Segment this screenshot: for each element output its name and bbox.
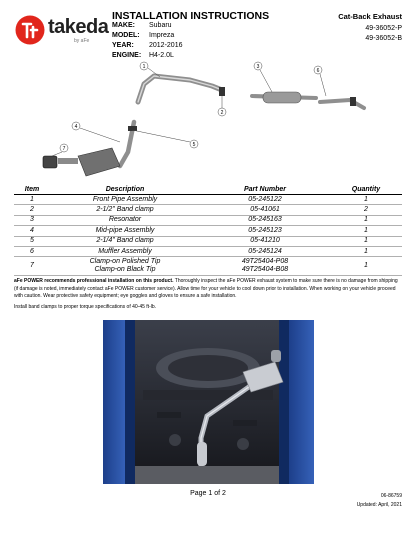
make-row	[112, 22, 172, 29]
col-quantity: Quantity	[330, 185, 402, 195]
note-bold-lead: aFe POWER recommends professional installation on this product.	[14, 278, 174, 284]
installation-note	[14, 278, 402, 301]
model-label: MODEL:	[112, 32, 140, 39]
quantity-cell: 1	[330, 246, 402, 256]
installed-exhaust-photo-illustration	[103, 320, 314, 484]
tail-pipe-right	[320, 100, 364, 108]
col-part-number: Part Number	[200, 185, 330, 195]
part-number-cell: 05-41061	[200, 205, 330, 215]
note-body: Thoroughly inspect the aFe POWER exhaust system to make sure there is no damage from shipping (if damage is noted, immediately contact aFe POWER customer service). Allow time for your vehicle to cool down prior to installation. When working on your vehicle proceed with caution. Wear protective safety equipment; eye goggles and gloves to ensure a safe installation.	[14, 278, 398, 300]
document-title: INSTALLATION INSTRUCTIONS	[112, 10, 270, 22]
callout-4: 4	[74, 123, 78, 130]
parts-table	[14, 185, 402, 276]
year-label: YEAR:	[112, 42, 134, 49]
part-number-cell: 05-245122	[200, 195, 330, 205]
description-cell: Front Pipe Assembly	[50, 195, 200, 205]
description-cell: Muffler Assembly	[50, 246, 200, 256]
col-item: Item	[14, 185, 50, 195]
takeda-logo	[14, 14, 109, 44]
part-number-cell	[200, 257, 330, 276]
description-cell: 2-1/2" Band clamp	[50, 205, 200, 215]
logo-wordmark: takeda	[48, 16, 109, 38]
make-value: Subaru	[149, 22, 172, 29]
callout-6: 6	[316, 67, 320, 74]
exhaust-tip	[43, 156, 57, 168]
resonator-body	[263, 92, 301, 103]
description-line-polished: Clamp-on Polished Tip	[89, 257, 161, 265]
part-number-cell: 05-41210	[200, 236, 330, 246]
installed-exhaust-photo	[103, 320, 314, 484]
quantity-cell: 1	[330, 195, 402, 205]
item-cell: 3	[14, 215, 50, 225]
item-cell: 5	[14, 236, 50, 246]
takeda-logo-mark-icon	[14, 14, 46, 46]
callout-7: 7	[62, 145, 66, 152]
muffler-body	[78, 148, 120, 176]
document-number: 06-86759	[380, 493, 402, 499]
table-row	[14, 257, 402, 276]
part-number-polished: 49T25404-P08	[241, 257, 289, 265]
item-cell: 4	[14, 226, 50, 236]
description-cell: Mid-pipe Assembly	[50, 226, 200, 236]
product-part-number-polished: 49-36052-P	[365, 25, 402, 32]
quantity-cell: 1	[330, 236, 402, 246]
page-number: Page 1 of 2	[190, 490, 226, 497]
part-number-cell: 05-245124	[200, 246, 330, 256]
table-row	[14, 205, 402, 215]
front-pipe-assembly	[138, 76, 222, 102]
item-cell: 1	[14, 195, 50, 205]
part-number-cell: 05-245163	[200, 215, 330, 225]
year-value: 2012-2016	[149, 42, 183, 49]
callout-5: 5	[192, 141, 196, 148]
item-cell: 7	[14, 257, 50, 276]
table-row	[14, 195, 402, 205]
description-cell: 2-1/4" Band clamp	[50, 236, 200, 246]
description-cell	[50, 257, 200, 276]
part-number-cell: 05-245123	[200, 226, 330, 236]
quantity-cell: 1	[330, 257, 402, 276]
table-row	[14, 236, 402, 246]
exploded-exhaust-diagram	[20, 56, 400, 186]
description-line-black: Clamp-on Black Tip	[94, 266, 156, 274]
band-clamp-a	[219, 87, 225, 96]
table-row	[14, 246, 402, 256]
updated-date: Updated: April, 2021	[356, 502, 402, 508]
table-row	[14, 226, 402, 236]
torque-note: Install band clamps to proper torque specifications of 40-45 ft-lb.	[14, 304, 157, 310]
engine-value: H4-2.0L	[149, 52, 174, 59]
item-cell: 6	[14, 246, 50, 256]
quantity-cell: 2	[330, 205, 402, 215]
quantity-cell: 1	[330, 226, 402, 236]
table-row	[14, 215, 402, 225]
year-row	[112, 42, 182, 49]
callout-3: 3	[256, 63, 260, 70]
item-cell: 2	[14, 205, 50, 215]
model-row	[112, 32, 174, 39]
engine-label: ENGINE:	[112, 52, 142, 59]
description-cell: Resonator	[50, 215, 200, 225]
part-number-black: 49T25404-B08	[241, 266, 289, 274]
quantity-cell: 1	[330, 215, 402, 225]
callout-2: 2	[220, 109, 224, 116]
product-part-number-black: 49-36052-B	[365, 35, 402, 42]
product-name: Cat-Back Exhaust	[338, 12, 402, 21]
callout-1: 1	[142, 63, 146, 70]
model-value: Impreza	[149, 32, 175, 39]
logo-subtitle: by aFe	[74, 38, 90, 44]
band-clamp-c	[350, 97, 356, 106]
make-label: MAKE:	[112, 22, 135, 29]
parts-table-header	[14, 185, 402, 195]
col-description: Description	[50, 185, 200, 195]
